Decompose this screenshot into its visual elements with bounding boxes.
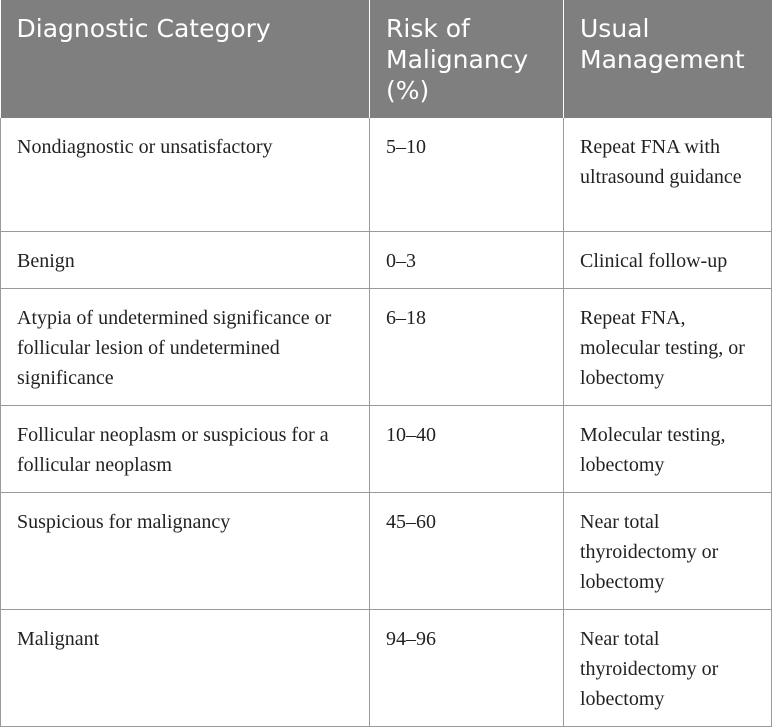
table-row [1, 288, 772, 405]
cell-risk-of-malignancy: 6–18 [370, 288, 564, 405]
cell-risk-of-malignancy: 5–10 [370, 118, 564, 231]
cell-risk-of-malignancy: 10–40 [370, 405, 564, 492]
table-row [1, 609, 772, 726]
cell-diagnostic-category: Nondiagnostic or unsatisfactory [1, 118, 370, 231]
cell-usual-management: Molecular testing, lobectomy [564, 405, 772, 492]
table-row [1, 231, 772, 288]
cell-risk-of-malignancy: 45–60 [370, 492, 564, 609]
cell-risk-of-malignancy: 94–96 [370, 609, 564, 726]
table-row [1, 492, 772, 609]
cell-usual-management: Clinical follow-up [564, 231, 772, 288]
cell-diagnostic-category: Malignant [1, 609, 370, 726]
cell-usual-management: Near total thyroidectomy or lobectomy [564, 609, 772, 726]
cell-risk-of-malignancy: 0–3 [370, 231, 564, 288]
table-header [1, 0, 772, 118]
cell-diagnostic-category: Atypia of undetermined significance or follicular lesion of undetermined significance [1, 288, 370, 405]
table-row [1, 118, 772, 231]
cell-diagnostic-category: Benign [1, 231, 370, 288]
cell-usual-management: Repeat FNA, molecular testing, or lobectomy [564, 288, 772, 405]
header-row [1, 0, 772, 118]
header-risk-of-malignancy: Risk of Malignancy (%) [370, 0, 564, 118]
header-diagnostic-category: Diagnostic Category [1, 0, 370, 118]
table-body [1, 118, 772, 726]
cell-diagnostic-category: Follicular neoplasm or suspicious for a follicular neoplasm [1, 405, 370, 492]
cell-diagnostic-category: Suspicious for malignancy [1, 492, 370, 609]
header-usual-management: Usual Management [564, 0, 772, 118]
cell-usual-management: Repeat FNA with ultrasound guidance [564, 118, 772, 231]
table-row [1, 405, 772, 492]
cell-usual-management: Near total thyroidectomy or lobectomy [564, 492, 772, 609]
